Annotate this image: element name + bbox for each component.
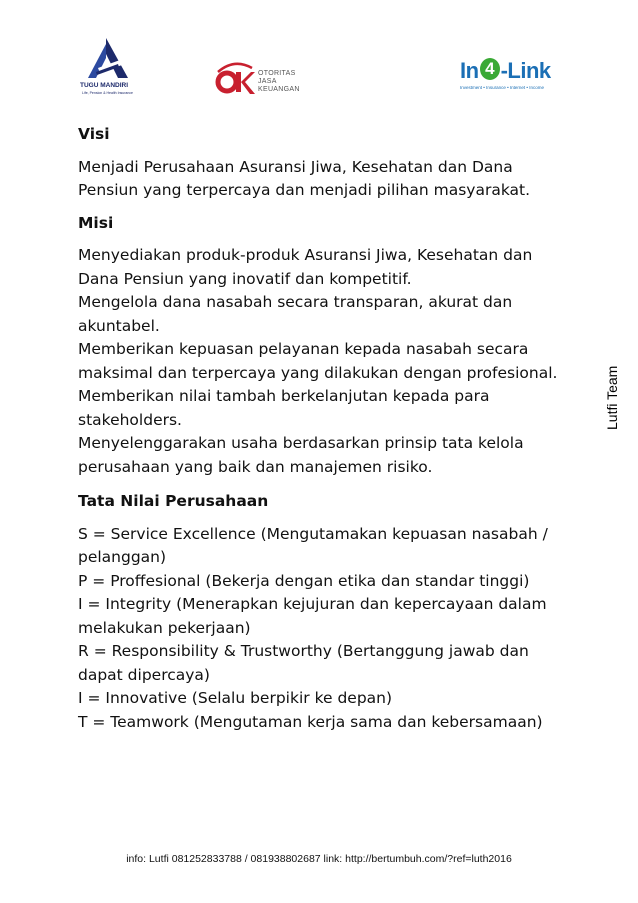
tata-nilai-line: I = Integrity (Menerapkan kejujuran dan kepercayaan dalam xyxy=(78,595,547,613)
visi-heading: Visi xyxy=(78,125,110,143)
misi-line: stakeholders. xyxy=(78,410,182,429)
tata-nilai-line: S = Service Excellence (Mengutamakan kepuasan nasabah / xyxy=(78,524,548,543)
misi-line: Memberikan nilai tambah berkelanjutan kepada para xyxy=(78,387,490,405)
footer-info: info: Lutfi 081252833788 / 081938802687 link: http://bertumbuh.com/?ref=luth2016 xyxy=(126,853,512,865)
in4link-prefix: In xyxy=(460,58,479,83)
tata-nilai-line: pelanggan) xyxy=(78,548,167,566)
in4link-suffix: -Link xyxy=(500,58,551,83)
ojk-text xyxy=(258,70,300,94)
tugu-mandiri-subtitle: Life, Pension & Health Insurance xyxy=(82,91,133,95)
visi-line: Menjadi Perusahaan Asuransi Jiwa, Kesehatan dan Dana xyxy=(78,157,513,176)
tugu-mandiri-logo xyxy=(78,38,140,100)
ojk-line-3: KEUANGAN xyxy=(258,86,300,93)
misi-line: Menyediakan produk-produk Asuransi Jiwa, Kesehatan dan xyxy=(78,246,533,264)
ojk-line-2: JASA xyxy=(258,78,277,85)
document-body xyxy=(78,123,578,734)
header-logos xyxy=(0,0,638,110)
in4link-wordmark xyxy=(460,58,551,84)
tata-nilai-line: T = Teamwork (Mengutaman kerja sama dan kebersamaan) xyxy=(78,712,543,731)
in4link-tagline: Investment • Insurance • Internet • Income xyxy=(460,85,545,90)
tata-nilai-heading: Tata Nilai Perusahaan xyxy=(78,492,269,510)
misi-line: Memberikan kepuasan pelayanan kepada nasabah secara xyxy=(78,340,529,358)
misi-line: Dana Pensiun yang inovatif dan kompetitif. xyxy=(78,269,412,288)
misi-line: maksimal dan terpercaya yang dilakukan dengan profesional. xyxy=(78,363,558,382)
misi-line: akuntabel. xyxy=(78,316,160,335)
tata-nilai-line: P = Proffesional (Bekerja dengan etika dan standar tinggi) xyxy=(78,571,530,590)
ojk-line-1: OTORITAS xyxy=(258,70,296,77)
misi-paragraph xyxy=(78,244,578,479)
misi-heading: Misi xyxy=(78,213,114,232)
tata-nilai-line: I = Innovative (Selalu berpikir ke depan) xyxy=(78,689,393,707)
tata-nilai-line: R = Responsibility & Trustworthy (Bertanggung jawab dan xyxy=(78,642,529,660)
side-label: Lutfi Team xyxy=(604,365,620,430)
misi-line: Mengelola dana nasabah secara transparan, akurat dan xyxy=(78,293,513,311)
misi-line: Menyelenggarakan usaha berdasarkan prinsip tata kelola xyxy=(78,434,524,452)
visi-line: Pensiun yang terpercaya dan menjadi pilihan masyarakat. xyxy=(78,181,531,199)
misi-line: perusahaan yang baik dan manajemen risiko. xyxy=(78,457,433,476)
in4link-digit: 4 xyxy=(480,58,500,80)
tugu-mandiri-mark-icon xyxy=(84,38,128,80)
ojk-mark-icon xyxy=(214,58,256,96)
tata-nilai-line: dapat dipercaya) xyxy=(78,665,210,684)
tata-nilai-line: melakukan pekerjaan) xyxy=(78,618,251,637)
ojk-logo xyxy=(214,58,324,100)
tugu-mandiri-name: TUGU MANDIRI xyxy=(80,82,129,89)
visi-paragraph xyxy=(78,156,578,203)
in4link-logo xyxy=(458,58,578,98)
tata-nilai-paragraph xyxy=(78,523,578,735)
